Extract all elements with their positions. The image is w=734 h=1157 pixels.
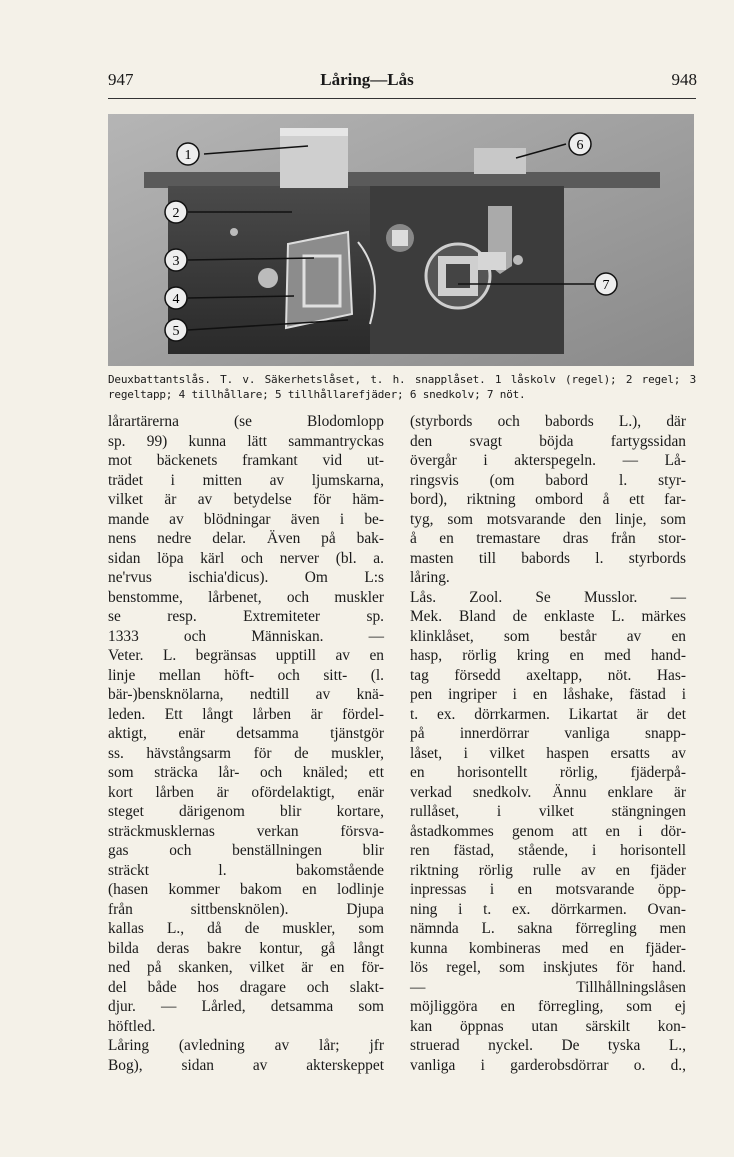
svg-text:2: 2 xyxy=(172,206,180,221)
text-line: ss. hävstångsarm för de muskler, xyxy=(108,744,384,762)
text-line-entry-las: Lås. Zool. Se Musslor. — xyxy=(410,588,686,606)
text-line: bilda deras bakre kontur, gå långt xyxy=(108,939,384,957)
callout-label-5 xyxy=(165,319,187,341)
header-rule xyxy=(108,98,696,99)
text-line: vanliga i garderobsdörrar o. d., xyxy=(410,1056,686,1074)
left-column xyxy=(108,412,384,1075)
text-line: på innerdörrar vanliga snapp- xyxy=(410,725,686,742)
text-line: lårartärerna (se Blodomlopp xyxy=(108,413,384,430)
text-line: djur. — Lårled, detsamma som xyxy=(108,998,384,1015)
svg-text:4: 4 xyxy=(172,292,180,307)
text-line: kort lårben är ofördelaktigt, enär xyxy=(108,783,384,801)
text-line: leden. Ett långt lårben är fördel- xyxy=(108,705,384,723)
text-line: ringsvis (om babord l. styr- xyxy=(410,471,686,489)
text-line: nens nedre delar. Även på bak- xyxy=(108,530,384,547)
svg-text:7: 7 xyxy=(602,278,610,293)
text-line: höftled. xyxy=(108,1017,156,1035)
text-line: t. ex. dörrkarmen. Likartat är det xyxy=(410,705,686,723)
text-line: å en tremastare dras från stor- xyxy=(410,530,686,547)
text-line: låring. xyxy=(410,569,450,586)
text-line-entry-laring: Låring (avledning av lår; jfr xyxy=(108,1037,384,1054)
text-line: från sittbensknölen). Djupa xyxy=(108,900,384,918)
page-title: Låring—Lås xyxy=(320,70,414,89)
text-line: vilket är av betydelse för häm- xyxy=(108,491,384,508)
figure-caption: Deuxbattantslås. T. v. Säkerhetslåset, t. h. snapplåset. 1 låskolv (regel); 2 regel; 3 regeltapp; 4 tillhållare; 5 tillhållarefjäder; 6 snedkolv; 7 nöt. xyxy=(108,373,696,401)
text-line: mot bäckenets framkant vid ut- xyxy=(108,452,384,469)
callout-label-4 xyxy=(165,287,187,309)
text-line: ning i t. ex. dörrkarmen. Ovan- xyxy=(410,900,686,918)
text-line: sp. 99) kunna lätt sammantryckas xyxy=(108,432,384,450)
text-line: hasp, rörlig kring en med hand- xyxy=(410,647,686,664)
text-line: nämnda L. sakna förregling men xyxy=(410,920,686,937)
text-line: inpressas i en motsvarande öpp- xyxy=(410,881,686,898)
text-line: låset, i vilket haspen ersatts av xyxy=(410,744,686,762)
text-line: som sträcka lår- och knäled; ett xyxy=(108,764,384,781)
text-line: del både hos dragare och slakt- xyxy=(108,978,384,996)
svg-text:1: 1 xyxy=(184,148,192,163)
svg-text:5: 5 xyxy=(172,324,180,339)
text-line: struerad nyckel. De tyska L., xyxy=(410,1037,686,1054)
text-line: åstadkommes genom att en i dör- xyxy=(410,822,686,840)
callout-label-1 xyxy=(177,143,199,165)
text-line: mande av blödningar även i be- xyxy=(108,510,384,528)
text-line: rullåset, i vilket stängningen xyxy=(410,803,686,820)
text-line: verkad snedkolv. Ännu enklare är xyxy=(410,783,686,801)
text-line: Mek. Bland de enklaste L. märkes xyxy=(410,608,686,625)
text-line: ren fästad, stående, i horisontell xyxy=(410,842,686,859)
text-line: tyg, som motsvarande den linje, som xyxy=(410,510,686,528)
lock-photo xyxy=(108,114,694,366)
text-line: masten till babords l. styrbords xyxy=(410,549,686,567)
text-line: lös regel, som inskjutes för hand. xyxy=(410,959,686,976)
text-line: trädet i mitten av ljumskarna, xyxy=(108,471,384,489)
text-line: möjliggöra en förregling, som ej xyxy=(410,998,686,1015)
text-line: en horisontellt rörlig, fjäderpå- xyxy=(410,764,686,781)
text-line: tag försedd axeltapp, nöt. Has- xyxy=(410,666,686,684)
svg-text:6: 6 xyxy=(576,138,584,153)
text-line: — Tillhållningslåsen xyxy=(410,978,686,996)
text-line: aktigt, enär detsamma tjänstgör xyxy=(108,725,384,742)
text-line: övergår i akterspegeln. — Lå- xyxy=(410,452,686,469)
text-line: kan öppnas utan särskilt kon- xyxy=(410,1017,686,1035)
text-line: den svagt böjda fartygssidan xyxy=(410,432,686,450)
text-line: benstomme, lårbenet, och muskler xyxy=(108,588,384,606)
page-number-right: 948 xyxy=(671,70,697,89)
text-line: riktning rörlig rulle av en fjäder xyxy=(410,861,686,879)
callout-label-3 xyxy=(165,249,187,271)
text-line: steget därigenom blir kortare, xyxy=(108,803,384,820)
callout-label-6 xyxy=(569,133,591,155)
page-number-left: 947 xyxy=(108,70,134,89)
text-line: gas och benställningen blir xyxy=(108,842,384,859)
text-line: pen ingriper i en låshake, fästad i xyxy=(410,686,686,703)
text-line: sträckt l. bakomstående xyxy=(108,861,384,879)
svg-text:3: 3 xyxy=(172,254,180,269)
callout-label-7 xyxy=(595,273,617,295)
text-line: bord), riktning ombord å ett far- xyxy=(410,491,686,508)
text-line: se resp. Extremiteter sp. xyxy=(108,608,384,625)
text-line: sträckmusklernas verkan försva- xyxy=(108,822,384,840)
text-line: kunna kombineras med en fjäder- xyxy=(410,939,686,957)
callout-label-2 xyxy=(165,201,187,223)
text-line: Bog), sidan av akterskeppet xyxy=(108,1056,384,1074)
text-line: sidan löpa kärl och nerver (bl. a. xyxy=(108,549,384,567)
right-column xyxy=(410,412,686,1075)
text-line: (styrbords och babords L.), där xyxy=(410,413,686,430)
text-line: kallas L., då de muskler, som xyxy=(108,920,384,937)
text-line: linje mellan höft- och sitt- (l. xyxy=(108,666,384,684)
text-line: klinklåset, som består av en xyxy=(410,627,686,645)
text-line: Veter. L. begränsas upptill av en xyxy=(108,647,384,664)
text-line: 1333 och Människan. — xyxy=(108,627,384,645)
text-line: ne'rvus ischia'dicus). Om L:s xyxy=(108,569,384,586)
lock-illustration xyxy=(108,114,694,366)
text-line: (hasen kommer bakom en lodlinje xyxy=(108,881,384,898)
text-line: bär-)bensknölarna, nedtill av knä- xyxy=(108,686,384,703)
text-line: ned på skanken, vilket är en för- xyxy=(108,959,384,976)
